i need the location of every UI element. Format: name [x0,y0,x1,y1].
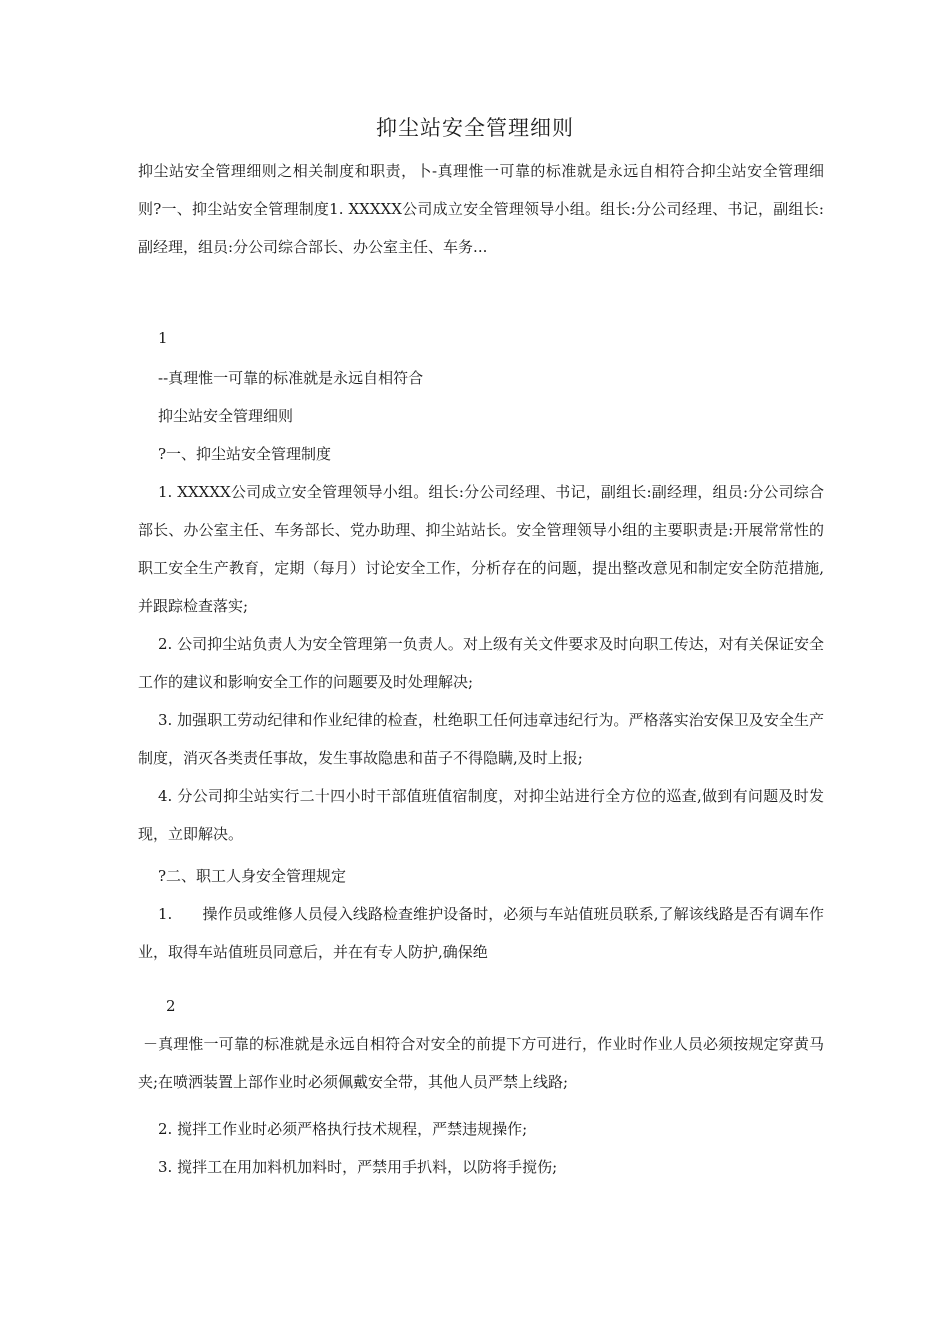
motto-line: --真理惟一可靠的标准就是永远自相符合 [158,369,424,387]
section-1-heading: ?一、抑尘站安全管理制度 [158,445,332,463]
rule-item-3: 3. 加强职工劳动纪律和作业纪律的检查，杜绝职工任何违章违纪行为。严格落实治安保卫及安全生产制度，消灭各类责任事故，发生事故隐患和苗子不得隐瞒,及时上报; [138,711,824,767]
page-number-1: 1 [158,329,168,347]
continuation-paragraph: －真理惟一可靠的标准就是永远自相符合对安全的前提下方可进行，作业时作业人员必须按规定穿黄马夹;在喷洒装置上部作业时必须佩戴安全带，其他人员严禁上线路; [138,1035,824,1091]
rule-item-1: 1. XXXXX公司成立安全管理领导小组。组长:分公司经理、书记，副组长:副经理，组员:分公司综合部长、办公室主任、车务部长、党办助理、抑尘站站长。安全管理领导小组的主要职责是:开展常常性的职工安全生产教育，定期（每月）讨论安全工作，分析存在的问题，提出整改意见和制定安全防范措施,并跟踪检查落实; [138,483,824,615]
safety-item-1: 1. 操作员或维修人员侵入线路检查维护设备时，必须与车站值班员联系,了解该线路是否有调车作业，取得车站值班员同意后，并在有专人防护,确保绝 [138,905,824,961]
page-number-2: 2 [166,997,176,1015]
safety-item-2: 2. 搅拌工作业时必须严格执行技术规程，严禁违规操作; [158,1120,528,1138]
subtitle-line: 抑尘站安全管理细则 [158,407,294,425]
section-2-heading: ?二、职工人身安全管理规定 [158,867,347,885]
document-title: 抑尘站安全管理细则 [376,116,574,140]
document-summary: 抑尘站安全管理细则之相关制度和职责，卜-真理惟一可靠的标准就是永远自相符合抑尘站安全管理细则?一、抑尘站安全管理制度1. XXXXX公司成立安全管理领导小组。组长:分公司经理、书记，副组长:副经理，组员:分公司综合部长、办公室主任、车务... [138,162,824,256]
rule-item-2: 2. 公司抑尘站负责人为安全管理第一负责人。对上级有关文件要求及时向职工传达，对有关保证安全工作的建议和影响安全工作的问题要及时处理解决; [138,635,824,691]
safety-item-3: 3. 搅拌工在用加料机加料时，严禁用手扒料，以防将手搅伤; [158,1158,558,1176]
rule-item-4: 4. 分公司抑尘站实行二十四小时干部值班值宿制度，对抑尘站进行全方位的巡查,做到有问题及时发现，立即解决。 [138,787,824,843]
